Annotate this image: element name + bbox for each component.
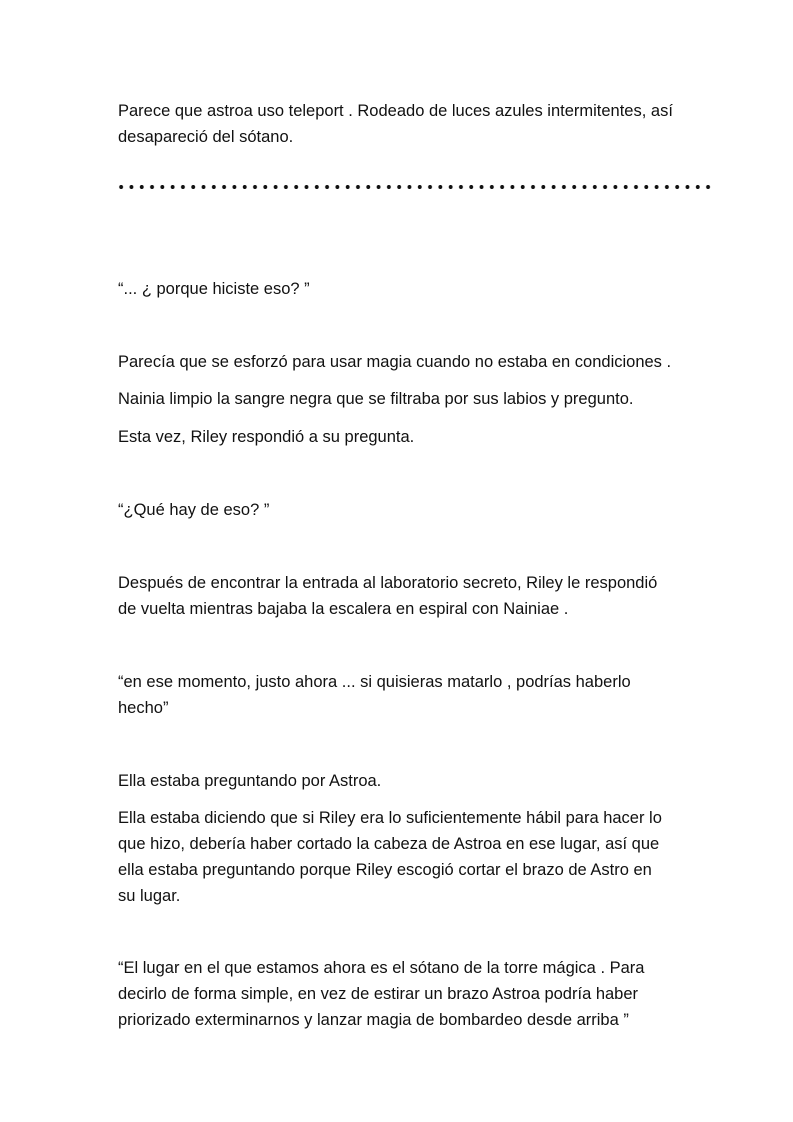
text-line: hecho” bbox=[118, 699, 169, 717]
text-line: Después de encontrar la entrada al laboratorio secreto, Riley le respondió bbox=[118, 574, 658, 592]
text-line: que hizo, debería haber cortado la cabeza de Astroa en ese lugar, así que bbox=[118, 835, 660, 853]
text-line: Nainia limpio la sangre negra que se filtraba por sus labios y pregunto. bbox=[118, 390, 634, 408]
paragraph-dialogue-what bbox=[118, 497, 718, 523]
text-line: Esta vez, Riley respondió a su pregunta. bbox=[118, 428, 415, 446]
paragraph-dialogue-basement bbox=[118, 955, 718, 1033]
text-line: decirlo de forma simple, en vez de estirar un brazo Astroa podría haber bbox=[118, 985, 639, 1003]
dotted-separator bbox=[116, 184, 712, 190]
text-line: Parece que astroa uso teleport . Rodeado de luces azules intermitentes, así bbox=[118, 102, 673, 120]
paragraph-explanation bbox=[118, 805, 718, 909]
text-line: Ella estaba preguntando por Astroa. bbox=[118, 772, 382, 790]
text-line: Parecía que se esforzó para usar magia cuando no estaba en condiciones . bbox=[118, 353, 672, 371]
paragraph-magic-effort bbox=[118, 349, 718, 375]
paragraph-teleport bbox=[118, 98, 718, 150]
paragraph-dialogue-kill bbox=[118, 669, 718, 721]
text-line: priorizado exterminarnos y lanzar magia de bombardeo desde arriba ” bbox=[118, 1011, 629, 1029]
paragraph-nainia-blood bbox=[118, 386, 718, 412]
text-line: de vuelta mientras bajaba la escalera en espiral con Nainiae . bbox=[118, 600, 569, 618]
paragraph-dialogue-question bbox=[118, 276, 718, 302]
text-line: desapareció del sótano. bbox=[118, 128, 294, 146]
text-line: “en ese momento, justo ahora ... si quisieras matarlo , podrías haberlo bbox=[118, 673, 631, 691]
text-line: “¿Qué hay de eso? ” bbox=[118, 501, 270, 519]
text-line: “El lugar en el que estamos ahora es el sótano de la torre mágica . Para bbox=[118, 959, 645, 977]
paragraph-asking-astroa bbox=[118, 768, 718, 794]
paragraph-riley-answer bbox=[118, 424, 718, 450]
text-line: “... ¿ porque hiciste eso? ” bbox=[118, 280, 310, 298]
paragraph-laboratory bbox=[118, 570, 718, 622]
text-line: Ella estaba diciendo que si Riley era lo suficientemente hábil para hacer lo bbox=[118, 809, 662, 827]
text-line: ella estaba preguntando porque Riley escogió cortar el brazo de Astro en bbox=[118, 861, 652, 879]
text-line: su lugar. bbox=[118, 887, 181, 905]
